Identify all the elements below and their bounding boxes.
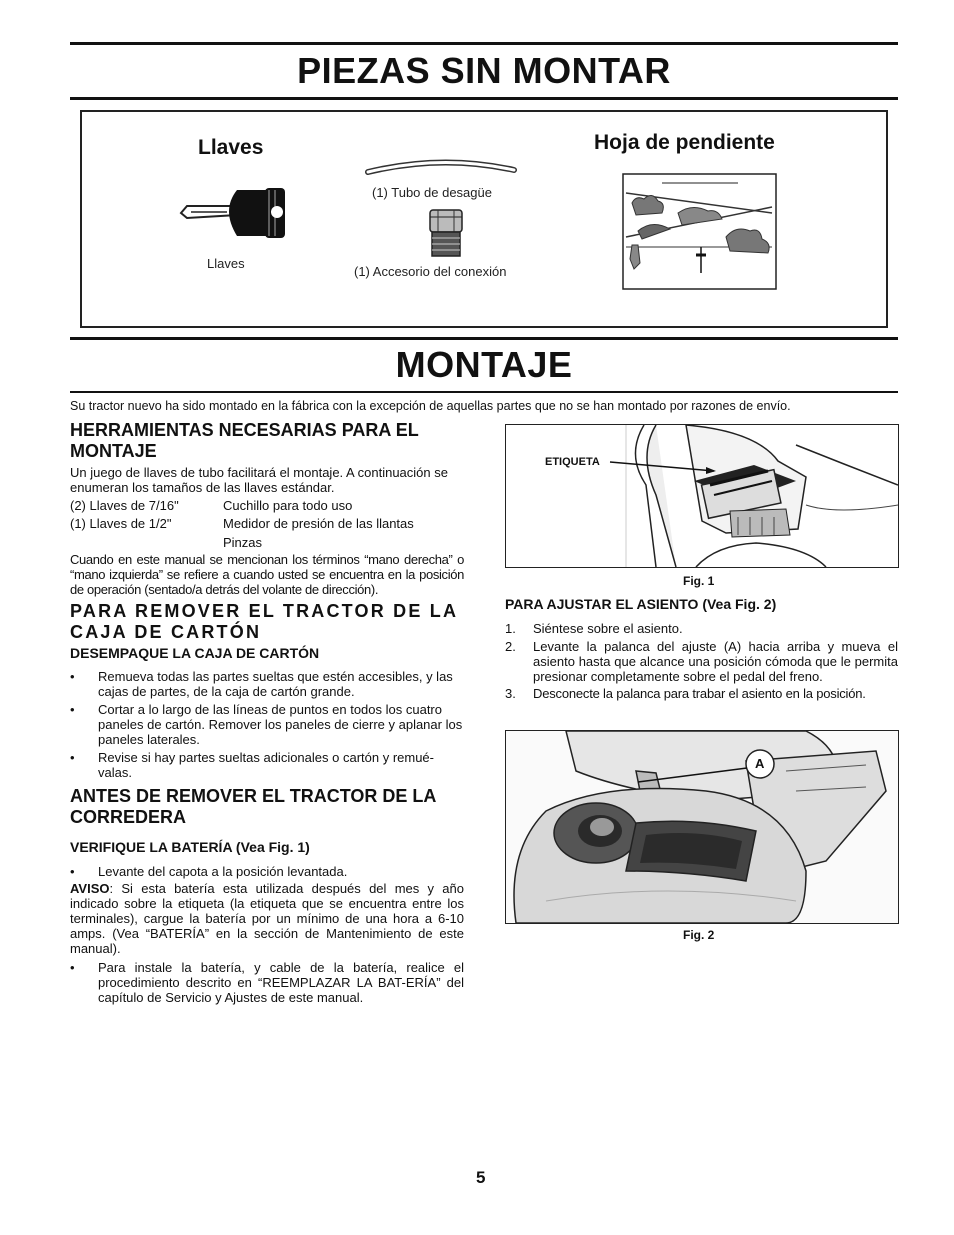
assembly-rule-bottom — [70, 391, 898, 393]
battery-notice — [70, 881, 464, 956]
key-icon — [177, 182, 289, 244]
battery-illustration — [506, 425, 898, 567]
notice-text: : Si esta batería esta utilizada después del mes y año indicado sobre la etiqueta (la etiqueta que se encuentra entre los terminales), cargue la batería por un mínimo de una hora a 6-10 amps. (Vea “BATERÍA” en la sección de Mantenimiento de este manual). — [70, 881, 464, 956]
label-a: A — [755, 756, 765, 771]
label-etiqueta: ETIQUETA — [545, 456, 600, 468]
remove-heading: PARA REMOVER EL TRACTOR DE LA CAJA DE CARTÓN — [70, 601, 458, 642]
keys-caption: Llaves — [207, 256, 245, 271]
notice-label: AVISO — [70, 881, 110, 896]
figure-2-caption: Fig. 2 — [683, 928, 715, 942]
drain-tube-icon — [364, 156, 519, 178]
top-rule — [70, 42, 898, 45]
slope-sheet-heading: Hoja de pendiente — [594, 131, 775, 154]
tools-row-2-right: Medidor de presión de las llantas — [223, 516, 414, 531]
tools-row-1-left: (2) Llaves de 7/16" — [70, 498, 179, 513]
page-number: 5 — [476, 1168, 486, 1187]
tools-row-3-right: Pinzas — [223, 535, 263, 550]
page-title-assembly: MONTAJE — [395, 344, 573, 385]
assembly-rule-top — [70, 337, 898, 340]
seat-adjust-illustration — [506, 731, 898, 923]
page-title-parts: PIEZAS SIN MONTAR — [297, 50, 671, 91]
battery-subheading: VERIFIQUE LA BATERÍA (Vea Fig. 1) — [70, 839, 310, 855]
tools-row-2-left: (1) Llaves de 1/2" — [70, 516, 172, 531]
unpack-subheading: DESEMPAQUE LA CAJA DE CARTÓN — [70, 645, 320, 661]
parts-rule — [70, 97, 898, 100]
intro-text: Su tractor nuevo ha sido montado en la fábrica con la excepción de aquellas partes que no se han montado por razones de envío. — [70, 399, 791, 413]
before-heading: ANTES DE REMOVER EL TRACTOR DE LA CORREDERA — [70, 786, 436, 827]
hand-note: Cuando en este manual se mencionan los términos “mano derecha” o “mano izquierda” se refiere a cuando usted se encuentra en la posición de operación (sentado/a detrás del volante de dirección). — [70, 552, 464, 597]
tools-heading: HERRAMIENTAS NECESARIAS PARA EL MONTAJE — [70, 420, 419, 461]
seat-heading: PARA AJUSTAR EL ASIENTO (Vea Fig. 2) — [505, 596, 777, 612]
figure-2 — [505, 730, 899, 924]
drain-tube-caption: (1) Tubo de desagüe — [372, 185, 492, 200]
figure-1 — [505, 424, 899, 568]
slope-sheet-icon — [622, 173, 778, 291]
fitting-caption: (1) Accesorio del conexión — [354, 264, 507, 279]
tools-row-1-right: Cuchillo para todo uso — [223, 498, 353, 513]
unassembled-parts-box — [80, 110, 888, 328]
tools-text: Un juego de llaves de tubo facilitará el montaje. A continuación se enumeran los tamaños de las llaves estándar. — [70, 465, 448, 495]
fitting-icon — [426, 208, 466, 260]
keys-heading: Llaves — [198, 136, 264, 159]
figure-1-caption: Fig. 1 — [683, 574, 715, 588]
